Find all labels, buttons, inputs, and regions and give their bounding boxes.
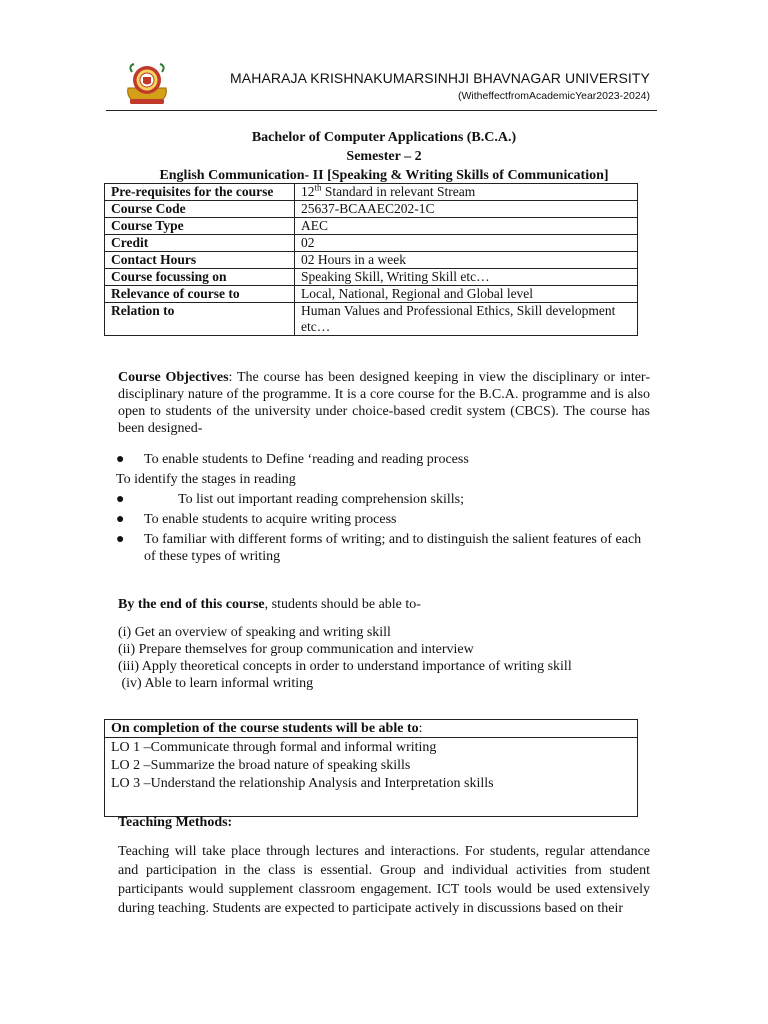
bullet-icon: ● [116, 512, 125, 527]
learning-outcomes-box [104, 719, 638, 817]
list-item: (iii) Apply theoretical concepts in order to understand importance of writing skill [118, 659, 572, 674]
list-item: ● To enable students to Define ‘reading and reading process [116, 452, 469, 467]
row-label: Course Type [105, 218, 295, 235]
row-label: Credit [105, 235, 295, 252]
learning-outcomes-heading: On completion of the course students will be able to: [105, 720, 637, 738]
page-header [0, 0, 768, 115]
row-value: Human Values and Professional Ethics, Skill development etc… [295, 303, 638, 336]
objective-bullets [116, 451, 656, 568]
bullet-icon: ● [116, 492, 125, 507]
course-title: English Communication- II [Speaking & Writing Skills of Communication] [159, 168, 609, 183]
row-label: Contact Hours [105, 252, 295, 269]
list-item: To identify the stages in reading [116, 472, 296, 487]
semester-title: Semester – 2 [346, 149, 422, 164]
teaching-methods-heading: Teaching Methods: [118, 815, 233, 830]
row-value: Speaking Skill, Writing Skill etc… [295, 269, 638, 286]
course-titles [0, 128, 768, 185]
row-value: 02 [295, 235, 638, 252]
table-row [105, 201, 638, 218]
table-row [105, 235, 638, 252]
table-row [105, 269, 638, 286]
degree-title: Bachelor of Computer Applications (B.C.A.) [251, 130, 517, 145]
table-row [105, 303, 638, 336]
table-row [105, 252, 638, 269]
bullet-icon: ● [116, 452, 125, 467]
university-name: MAHARAJA KRISHNAKUMARSINHJI BHAVNAGAR UNIVERSITY [230, 70, 650, 86]
row-value: Local, National, Regional and Global level [295, 286, 638, 303]
row-value: 02 Hours in a week [295, 252, 638, 269]
row-value: 12th Standard in relevant Stream [295, 184, 638, 201]
table-row [105, 184, 638, 201]
table-row [105, 218, 638, 235]
row-label: Relation to [105, 303, 295, 336]
header-divider [106, 110, 657, 111]
row-label: Pre-requisites for the course [105, 184, 295, 201]
list-item: LO 3 –Understand the relationship Analysis and Interpretation skills [111, 776, 494, 791]
list-item: LO 1 –Communicate through formal and informal writing [111, 740, 437, 755]
list-item: LO 2 –Summarize the broad nature of speaking skills [111, 758, 411, 773]
bullet-icon: ● [116, 532, 125, 547]
row-label: Course focussing on [105, 269, 295, 286]
objectives-text: : The course has been designed keeping in view the disciplinary or inter-disciplinary nature of the programme. It is a core course for the B.C.A. programme and is also open to students of the university under choice-based credit system (CBCS). The course has been designed- [118, 370, 650, 436]
list-item: (i) Get an overview of speaking and writing skill [118, 625, 391, 640]
row-value: 25637-BCAAEC202-1C [295, 201, 638, 218]
table-row [105, 286, 638, 303]
list-item: (iv) Able to learn informal writing [118, 676, 314, 691]
row-label: Relevance of course to [105, 286, 295, 303]
university-seal-icon [122, 62, 172, 106]
list-item: ● To enable students to acquire writing process [116, 512, 397, 527]
row-label: Course Code [105, 201, 295, 218]
list-item: ● To familiar with different forms of writing; and to distinguish the salient features of each of these types of writing [116, 532, 642, 564]
objectives-label: Course Objectives [118, 370, 229, 385]
academic-year-note: (WitheffectfromAcademicYear2023-2024) [457, 90, 650, 102]
course-objectives [118, 369, 650, 437]
teaching-methods-text: Teaching will take place through lectures and interactions. For students, regular attendance and participation in the class is essential. Group and individual activities from student participants would supplement classroom engagement. ICT tools would be used extensively during teaching. Students are expected to participate actively in discussions based on their [118, 844, 650, 916]
list-item: ● To list out important reading comprehension skills; [116, 492, 464, 507]
list-item: (ii) Prepare themselves for group communication and interview [118, 642, 474, 657]
course-info-table [104, 183, 638, 336]
row-value: AEC [295, 218, 638, 235]
end-of-course-heading: By the end of this course, students should be able to- [118, 597, 421, 612]
course-outcomes-list [118, 624, 572, 692]
